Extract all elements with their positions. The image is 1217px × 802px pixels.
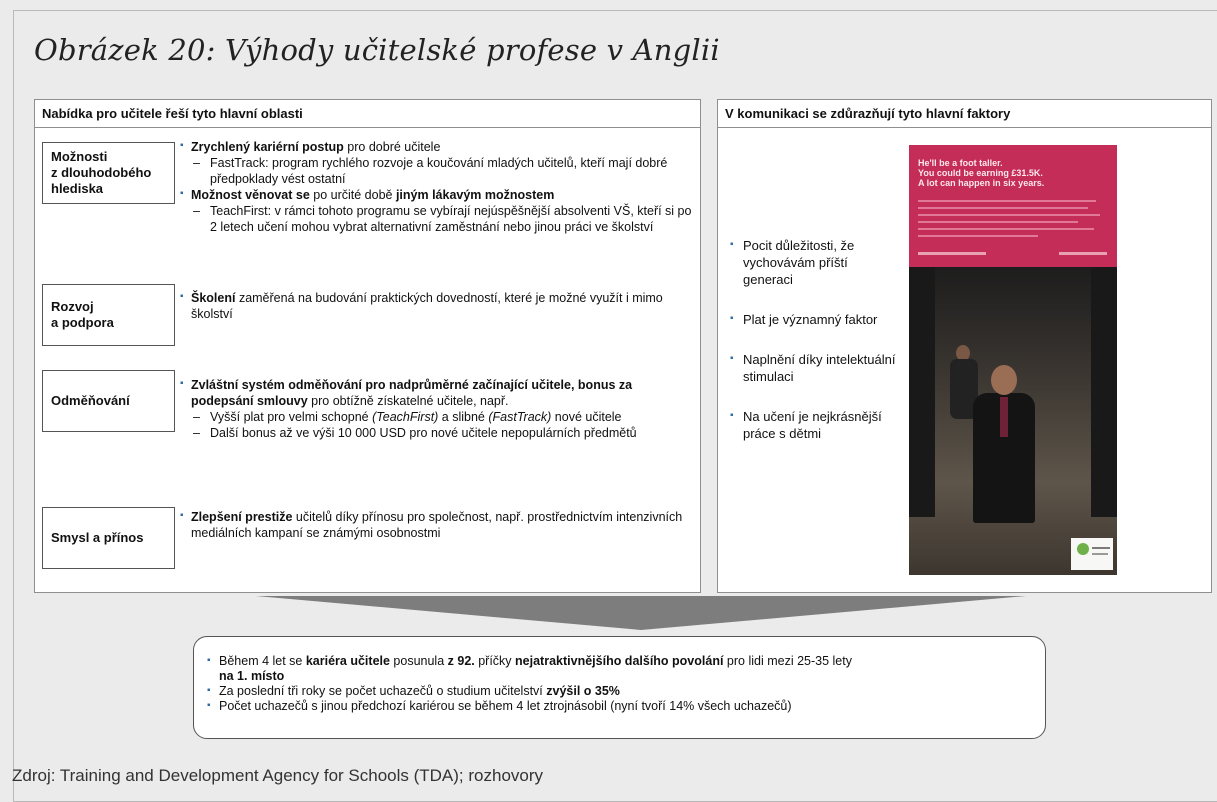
label-long-term: [42, 142, 175, 204]
recruitment-poster-image: [909, 145, 1117, 575]
label-meaning-text: Smysl a přínos: [51, 530, 144, 545]
factor-list: [730, 237, 900, 465]
bullet-prestige: ▪ Zlepšení prestiže učitelů díky přínosu pro společnost, např. prostřednictvím intenzivních mediálních kampaní se známými osobnostmi: [180, 509, 695, 541]
communication-panel: [717, 99, 1212, 593]
poster-tagline: [1059, 252, 1107, 255]
poster-fine-print: [918, 235, 1038, 237]
dash-teachfirst: – TeachFirst: v rámci tohoto programu se vybírají nejúspěšnější absolventi VŠ, kteří si po 2 letech učení mohou vybrat alternativní zaměstnání nebo jinou práci ve školství: [180, 203, 695, 235]
result-career-changers: ▪ Počet uchazečů s jinou předchozí kariérou se během 4 let ztrojnásobil (nyní tvoří 14% všech uchazečů): [207, 699, 1033, 714]
factor-item: ▪ Na učení je nejkrásnější práce s dětmi: [730, 408, 900, 442]
label-meaning: [42, 507, 175, 569]
offer-panel-heading: Nabídka pro učitele řeší tyto hlavní oblasti: [35, 100, 700, 128]
poster-fine-print: [918, 214, 1100, 216]
poster-fine-print: [918, 221, 1078, 223]
dash-fasttrack: – FastTrack: program rychlého rozvoje a koučování mladých učitelů, kteří mají dobré předpoklady vést ostatní: [180, 155, 695, 187]
label-development: [42, 284, 175, 346]
poster-logo-text: [1092, 547, 1110, 549]
offer-panel: [34, 99, 701, 593]
source-note: Zdroj: Training and Development Agency for Schools (TDA); rozhovory: [12, 766, 544, 785]
content-meaning: [180, 509, 695, 541]
poster-boy-head: [991, 365, 1017, 395]
poster-fine-print: [918, 207, 1088, 209]
poster-fine-print: [918, 200, 1096, 202]
factor-item: ▪ Naplnění díky intelektuální stimulaci: [730, 351, 900, 385]
bullet-career-path: ▪ Zrychlený kariérní postup pro dobré učitele: [180, 139, 695, 155]
result-applicants-growth: ▪ Za poslední tři roky se počet uchazečů o studium učitelství zvýšil o 35%: [207, 684, 1033, 699]
bullet-reward-system: ▪ Zvláštní systém odměňování pro nadprůměrné začínající učitele, bonus za podepsání smlouvy pro obtížně získatelné učitele, např.: [180, 377, 695, 409]
poster-pillar: [1091, 267, 1117, 517]
result-career-rank: ▪ Během 4 let se kariéra učitele posunula z 92. příčky nejatraktivnějšího dalšího povolání pro lidi mezi 25-35 lety na 1. místo: [207, 654, 1033, 684]
label-remuneration-text: Odměňování: [51, 393, 130, 408]
poster-pillar: [909, 267, 935, 517]
dash-bonus: – Další bonus až ve výši 10 000 USD pro nové učitele nepopulárních předmětů: [180, 425, 695, 441]
label-long-term-text: Možnosti z dlouhodobého hlediska: [51, 149, 152, 196]
poster-boy-tie: [1000, 397, 1008, 437]
bullet-other-options: ▪ Možnost věnovat se po určité době jiným lákavým možnostem: [180, 187, 695, 203]
content-remuneration: [180, 377, 695, 441]
poster-fine-print: [918, 228, 1094, 230]
dash-higher-salary: – Vyšší plat pro velmi schopné (TeachFirst) a slibné (FastTrack) nové učitele: [180, 409, 695, 425]
poster-logo-text: [1092, 553, 1108, 555]
tda-logo-icon: [1077, 543, 1089, 555]
poster-url: [918, 252, 986, 255]
figure-title: Obrázek 20: Výhody učitelské profese v Anglii: [34, 33, 720, 67]
factor-item: ▪ Plat je významný faktor: [730, 311, 900, 328]
bullet-training: ▪ Školení zaměřená na budování praktických dovedností, které je možné využít i mimo školství: [180, 290, 695, 322]
results-box: [193, 636, 1046, 739]
communication-panel-heading: V komunikaci se zdůrazňují tyto hlavní faktory: [718, 100, 1211, 128]
label-remuneration: [42, 370, 175, 432]
label-development-text: Rozvoj a podpora: [51, 299, 114, 330]
content-development: [180, 290, 695, 322]
content-long-term: [180, 139, 695, 235]
factor-item: ▪ Pocit důležitosti, že vychovávám příští generaci: [730, 237, 900, 288]
poster-headline: He'll be a foot taller. You could be earning £31.5K. A lot can happen in six years.: [918, 158, 1045, 188]
